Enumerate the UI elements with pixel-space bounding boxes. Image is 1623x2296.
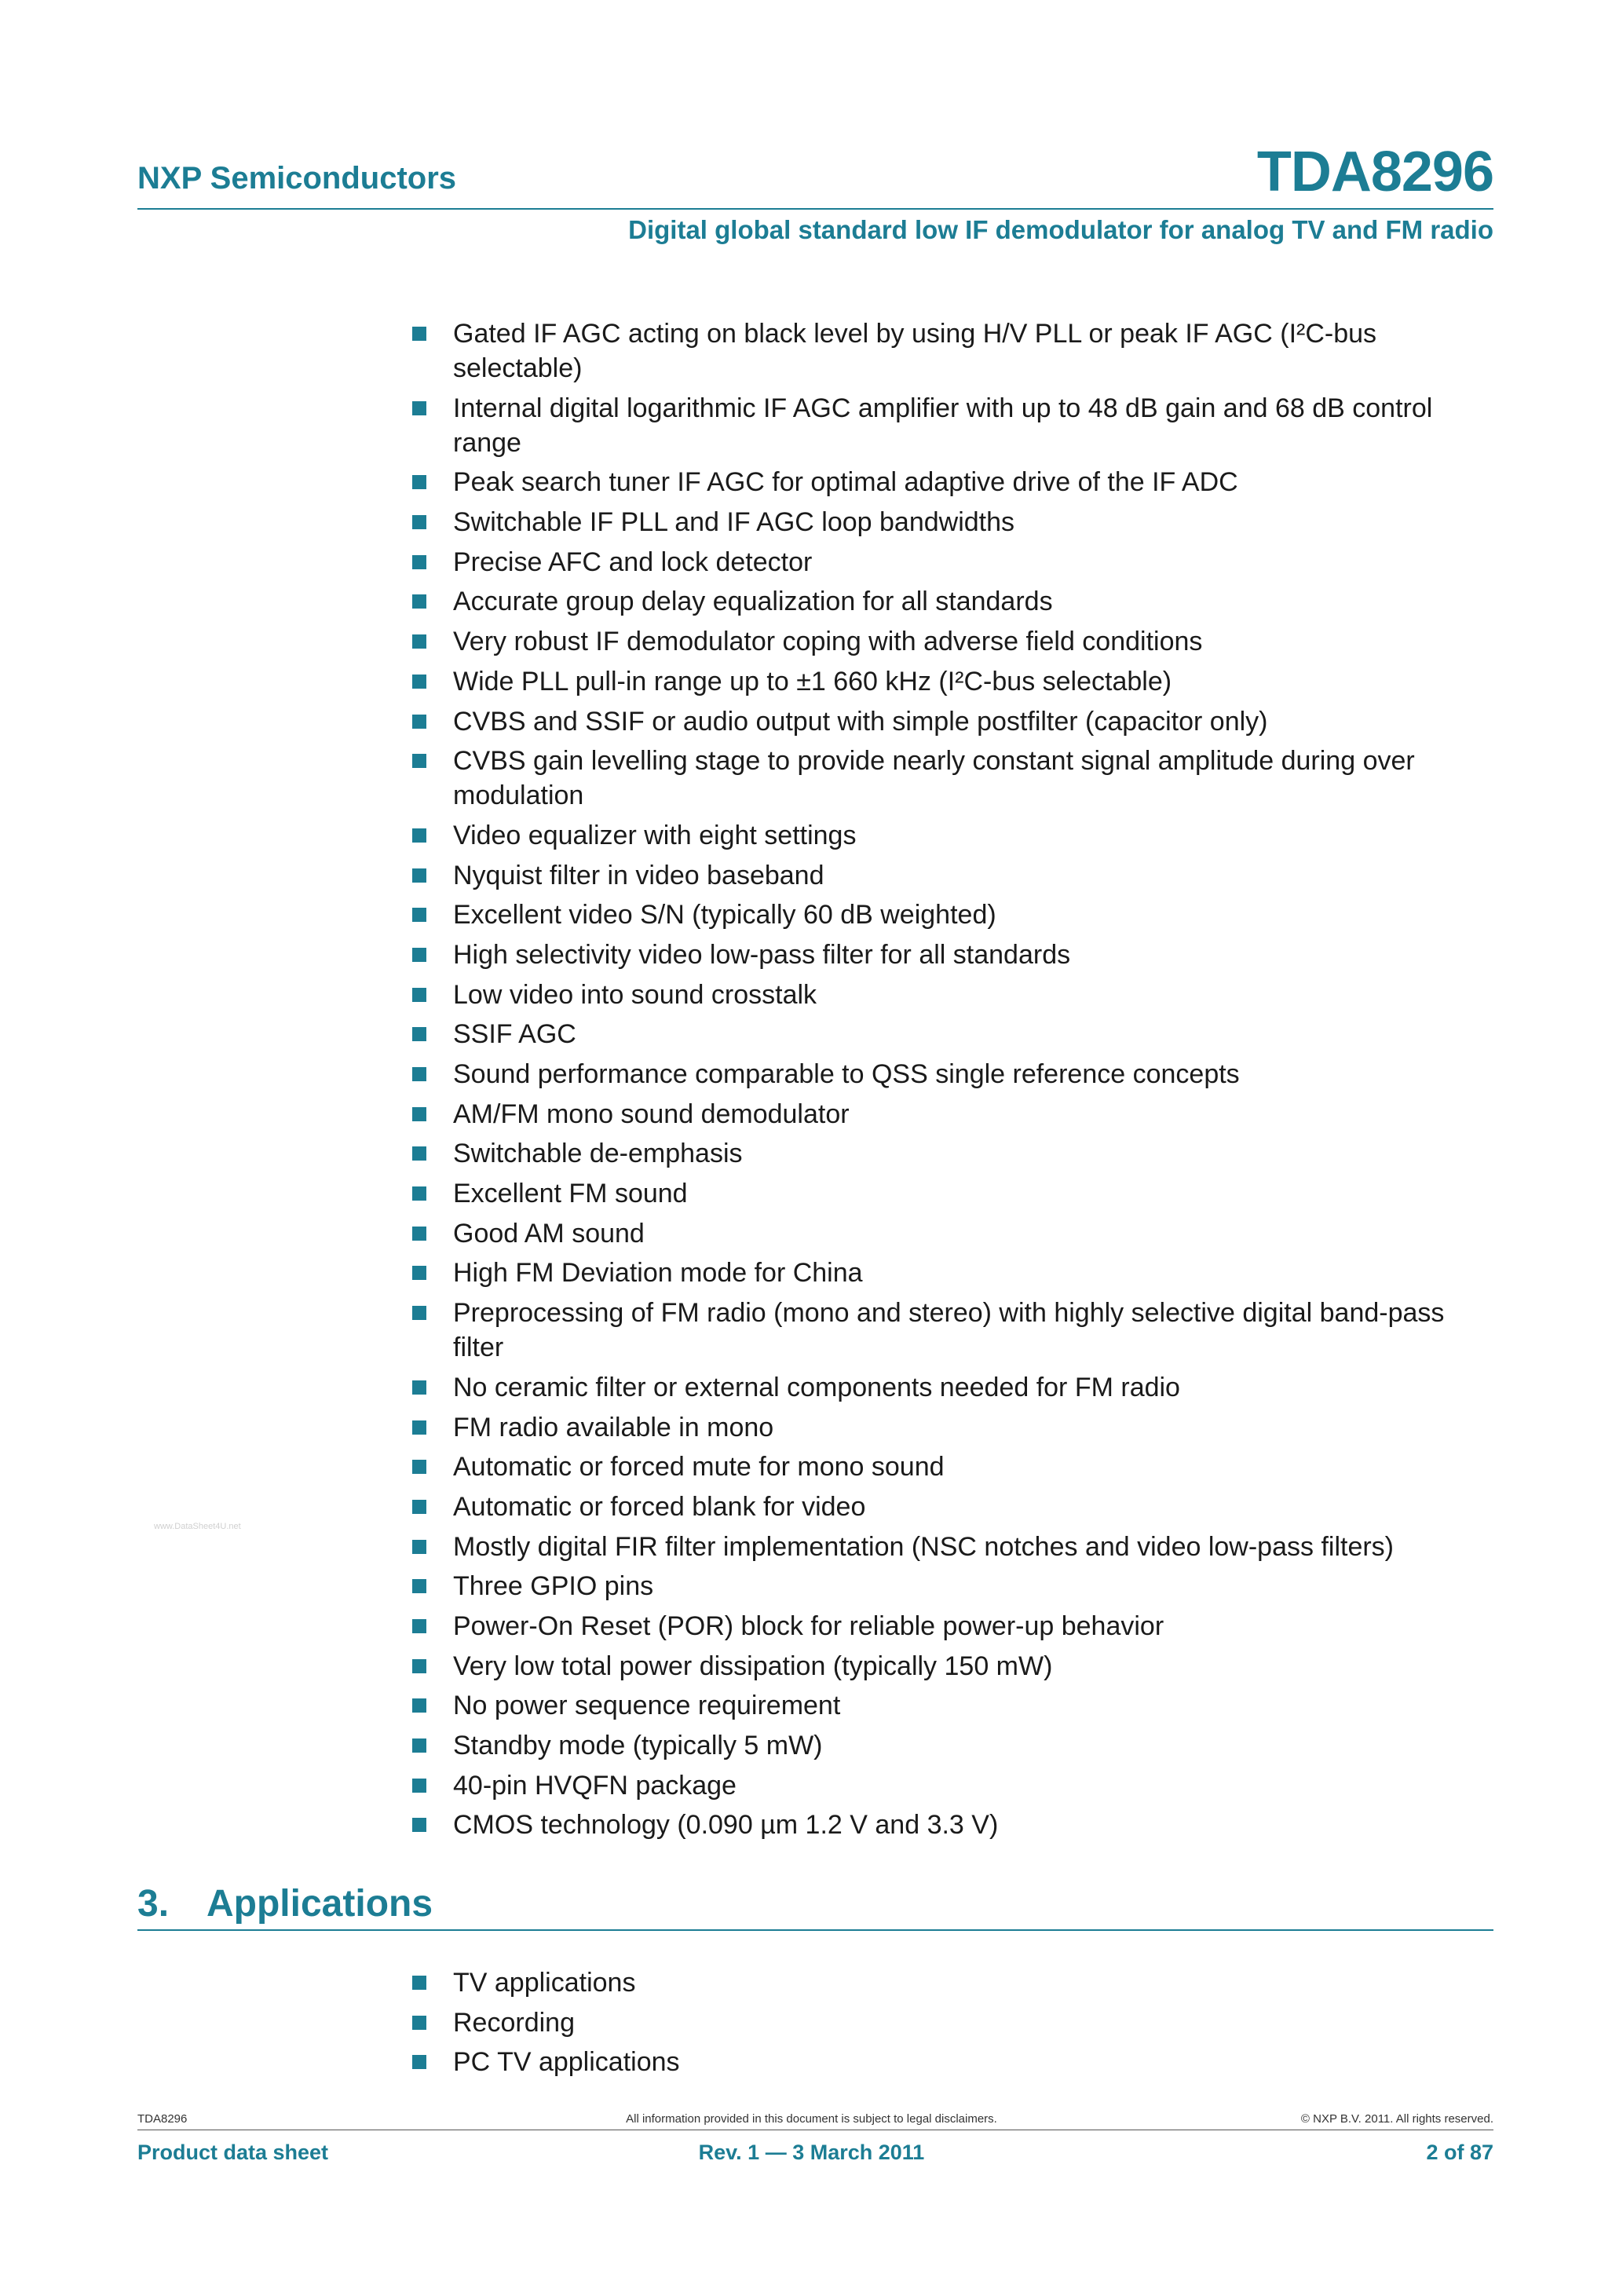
feature-item — [412, 584, 1492, 619]
feature-item — [412, 704, 1492, 739]
footer-copyright: © NXP B.V. 2011. All rights reserved. — [1300, 2112, 1493, 2126]
feature-item — [412, 505, 1492, 539]
feature-item — [412, 978, 1492, 1012]
footer-doc-id: TDA8296 — [137, 2112, 188, 2126]
feature-item-text: Very low total power dissipation (typically 150 mW) — [453, 1651, 1053, 1681]
feature-item-text: Automatic or forced mute for mono sound — [453, 1452, 945, 1483]
feature-item — [412, 938, 1492, 972]
section-divider — [137, 1929, 1493, 1931]
feature-item — [412, 1410, 1492, 1445]
section-heading — [137, 1882, 433, 1925]
bullet-square-icon — [412, 1107, 426, 1121]
bullet-square-icon — [412, 1067, 426, 1081]
feature-item-text: 40-pin HVQFN package — [453, 1770, 737, 1801]
feature-item-text: Excellent FM sound — [453, 1179, 688, 1209]
feature-item — [412, 1296, 1492, 1365]
bullet-square-icon — [412, 555, 426, 569]
feature-item — [412, 316, 1492, 386]
feature-item — [412, 1097, 1492, 1132]
feature-item — [412, 898, 1492, 932]
feature-item — [412, 1490, 1492, 1524]
application-item-text: PC TV applications — [453, 2047, 680, 2078]
feature-item — [412, 1017, 1492, 1051]
feature-item-text: Mostly digital FIR filter implementation (NSC notches and video low-pass filters) — [453, 1531, 1395, 1562]
feature-item-text: Accurate group delay equalization for all standards — [453, 587, 1053, 617]
company-name: NXP Semiconductors — [137, 161, 457, 196]
bullet-square-icon — [412, 868, 426, 883]
feature-item-text: No ceramic filter or external components needed for FM radio — [453, 1372, 1180, 1402]
application-item — [412, 1965, 1492, 2000]
feature-item-text: Good AM sound — [453, 1218, 645, 1249]
header-divider — [137, 208, 1493, 210]
bullet-square-icon — [412, 1306, 426, 1320]
feature-item — [412, 1176, 1492, 1211]
bullet-square-icon — [412, 327, 426, 341]
feature-item — [412, 624, 1492, 659]
bullet-square-icon — [412, 1266, 426, 1280]
application-item — [412, 2005, 1492, 2040]
bullet-square-icon — [412, 1738, 426, 1753]
feature-item-text: High selectivity video low-pass filter for all standards — [453, 939, 1071, 970]
feature-item — [412, 1216, 1492, 1251]
feature-item-text: Automatic or forced blank for video — [453, 1491, 866, 1522]
bullet-square-icon — [412, 2016, 426, 2030]
bullet-square-icon — [412, 401, 426, 415]
application-item — [412, 2045, 1492, 2079]
application-item-text: TV applications — [453, 1968, 636, 1998]
feature-item-text: Power-On Reset (POR) block for reliable power-up behavior — [453, 1610, 1164, 1641]
footer-page-number: 2 of 87 — [1426, 2141, 1493, 2164]
bullet-square-icon — [412, 1027, 426, 1041]
feature-item-text: High FM Deviation mode for China — [453, 1258, 863, 1289]
feature-item — [412, 545, 1492, 579]
feature-item — [412, 391, 1492, 460]
product-title: TDA8296 — [1256, 141, 1493, 203]
feature-item — [412, 818, 1492, 853]
feature-item — [412, 1530, 1492, 1564]
feature-item — [412, 1136, 1492, 1171]
feature-item — [412, 664, 1492, 699]
bullet-square-icon — [412, 1380, 426, 1395]
footer-doc-type: Product data sheet — [137, 2141, 329, 2164]
feature-item-text: Sound performance comparable to QSS single reference concepts — [453, 1059, 1240, 1089]
feature-item — [412, 1728, 1492, 1763]
document-subtitle: Digital global standard low IF demodulator for analog TV and FM radio — [628, 215, 1493, 244]
feature-item-text: CVBS gain levelling stage to provide nearly constant signal amplitude during over modulation — [453, 746, 1415, 811]
feature-item-text: Preprocessing of FM radio (mono and stereo) with highly selective digital band-pass filter — [453, 1298, 1445, 1363]
application-item-text: Recording — [453, 2007, 575, 2038]
bullet-square-icon — [412, 594, 426, 609]
bullet-square-icon — [412, 715, 426, 729]
bullet-square-icon — [412, 1460, 426, 1474]
feature-item-text: Nyquist filter in video baseband — [453, 860, 824, 890]
bullet-square-icon — [412, 2055, 426, 2069]
bullet-square-icon — [412, 1420, 426, 1435]
feature-item — [412, 1688, 1492, 1723]
applications-list — [412, 1965, 1492, 2085]
bullet-square-icon — [412, 1659, 426, 1673]
feature-item — [412, 1256, 1492, 1290]
bullet-square-icon — [412, 1186, 426, 1201]
feature-item-text: Three GPIO pins — [453, 1571, 654, 1602]
feature-item — [412, 1768, 1492, 1803]
feature-item-text: Excellent video S/N (typically 60 dB weighted) — [453, 900, 996, 930]
bullet-square-icon — [412, 1500, 426, 1514]
bullet-square-icon — [412, 1227, 426, 1241]
feature-list — [412, 316, 1492, 1848]
feature-item-text: Wide PLL pull-in range up to ±1 660 kHz (I²C-bus selectable) — [453, 666, 1172, 696]
bullet-square-icon — [412, 828, 426, 843]
bullet-square-icon — [412, 1579, 426, 1593]
feature-item-text: Peak search tuner IF AGC for optimal adaptive drive of the IF ADC — [453, 467, 1238, 498]
feature-item-text: Switchable IF PLL and IF AGC loop bandwidths — [453, 507, 1015, 538]
feature-item — [412, 858, 1492, 893]
footer-disclaimer: All information provided in this document is subject to legal disclaimers. — [626, 2112, 997, 2126]
bullet-square-icon — [412, 1779, 426, 1793]
feature-item — [412, 744, 1492, 813]
bullet-square-icon — [412, 675, 426, 689]
bullet-square-icon — [412, 908, 426, 922]
bullet-square-icon — [412, 1698, 426, 1713]
bullet-square-icon — [412, 988, 426, 1002]
bullet-square-icon — [412, 515, 426, 529]
feature-item-text: Very robust IF demodulator coping with adverse field conditions — [453, 627, 1203, 657]
watermark: www.DataSheet4U.net — [154, 1522, 241, 1531]
bullet-square-icon — [412, 1146, 426, 1161]
bullet-square-icon — [412, 1818, 426, 1832]
feature-item-text: Standby mode (typically 5 mW) — [453, 1731, 823, 1760]
bullet-square-icon — [412, 1976, 426, 1990]
bullet-square-icon — [412, 1540, 426, 1554]
feature-item — [412, 1057, 1492, 1091]
feature-item-text: SSIF AGC — [453, 1019, 576, 1050]
section-title: Applications — [207, 1883, 433, 1925]
footer-revision: Rev. 1 — 3 March 2011 — [698, 2141, 925, 2164]
feature-item-text: CMOS technology (0.090 µm 1.2 V and 3.3 V) — [453, 1810, 999, 1841]
feature-item — [412, 1450, 1492, 1484]
feature-item-text: FM radio available in mono — [453, 1412, 774, 1442]
feature-item-text: AM/FM mono sound demodulator — [453, 1099, 850, 1129]
feature-item — [412, 1370, 1492, 1405]
feature-item — [412, 1609, 1492, 1643]
bullet-square-icon — [412, 948, 426, 962]
feature-item-text: Switchable de-emphasis — [453, 1139, 743, 1169]
feature-item — [412, 1808, 1492, 1842]
bullet-square-icon — [412, 754, 426, 768]
feature-item-text: Internal digital logarithmic IF AGC amplifier with up to 48 dB gain and 68 dB control range — [453, 393, 1433, 458]
feature-item-text: Video equalizer with eight settings — [453, 820, 857, 850]
feature-item-text: Low video into sound crosstalk — [453, 979, 817, 1010]
bullet-square-icon — [412, 634, 426, 649]
feature-item-text: No power sequence requirement — [453, 1691, 841, 1721]
bullet-square-icon — [412, 1619, 426, 1633]
feature-item-text: Gated IF AGC acting on black level by using H/V PLL or peak IF AGC (I²C-bus selectable) — [453, 319, 1377, 383]
feature-item — [412, 465, 1492, 499]
feature-item-text: Precise AFC and lock detector — [453, 547, 813, 577]
feature-item — [412, 1569, 1492, 1603]
bullet-square-icon — [412, 475, 426, 489]
feature-item — [412, 1649, 1492, 1684]
section-number: 3. — [137, 1883, 170, 1925]
feature-item-text: CVBS and SSIF or audio output with simple postfilter (capacitor only) — [453, 706, 1268, 737]
